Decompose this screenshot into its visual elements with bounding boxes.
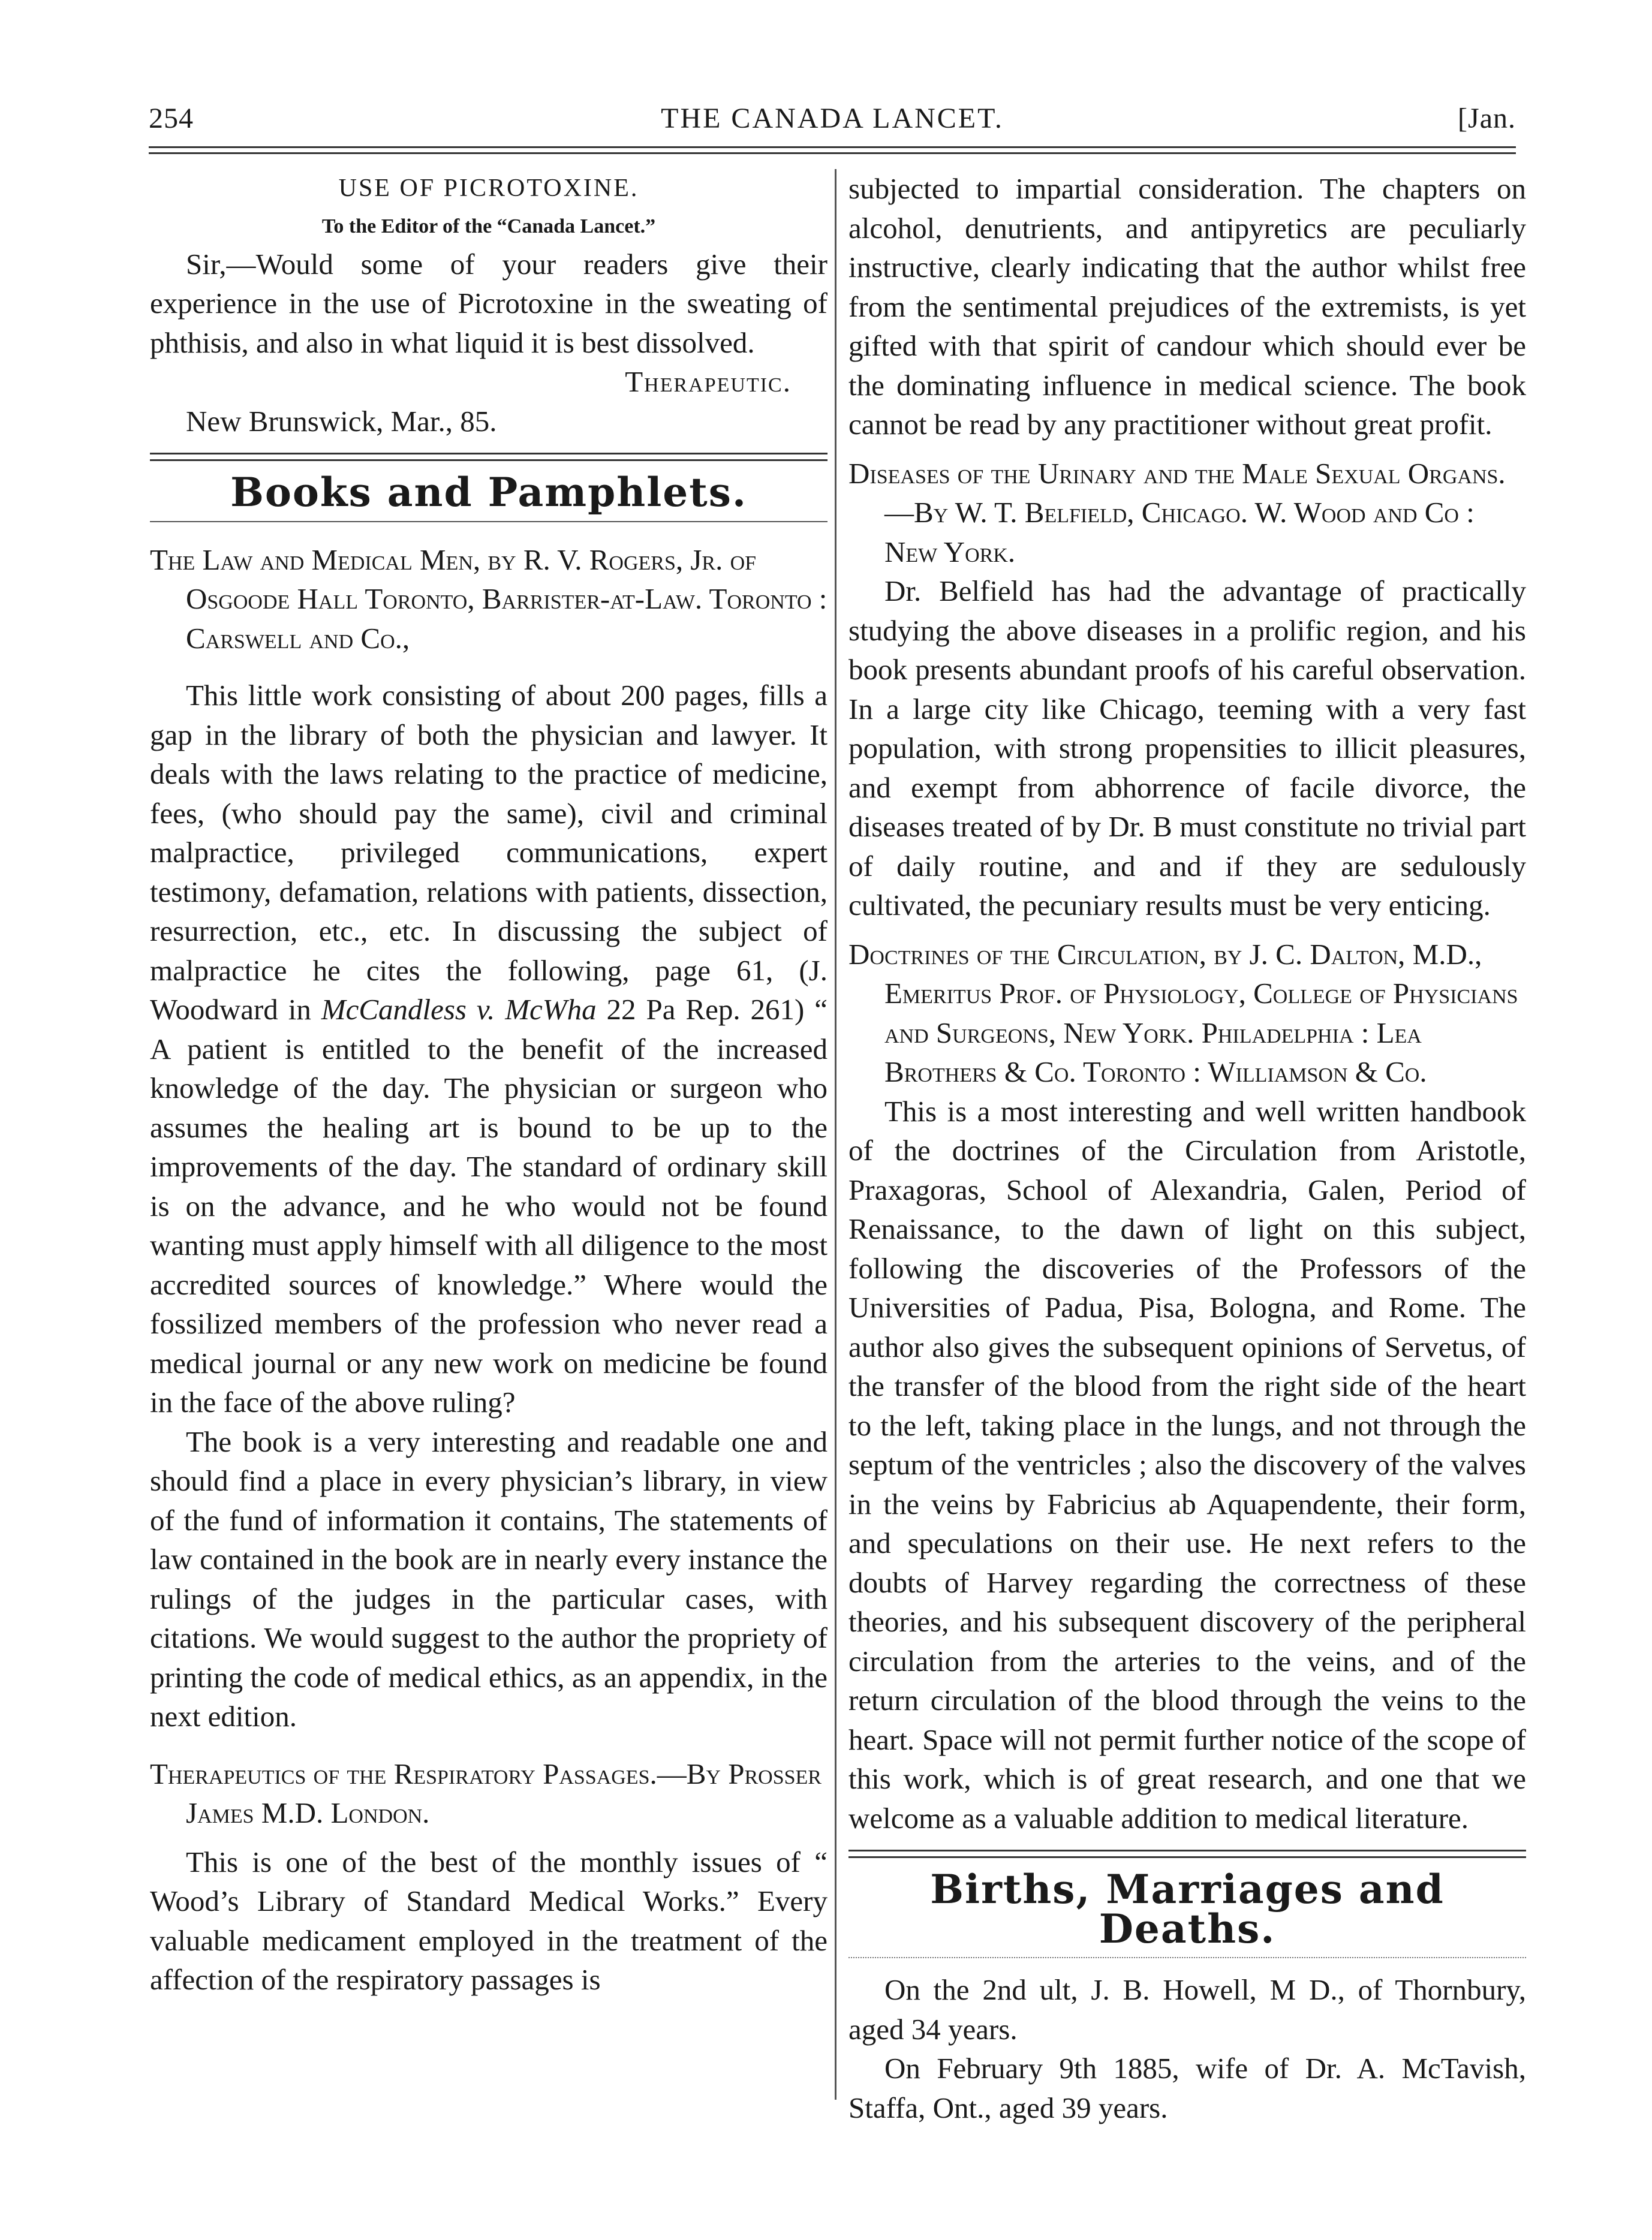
issue-month: [Jan.	[1458, 103, 1516, 134]
journal-title: THE CANADA LANCET.	[661, 103, 1004, 134]
review-paragraph: The book is a very interesting and readable one and should find a place in every physician’s library, in view of the fund of information it contains, The statements of law contained in the book are in nearly every instance the rulings of the judges in the particular cases, with citations. We would suggest to the author the propriety of printing the code of medical ethics, as an appendix, in the next edition.	[150, 1425, 827, 1733]
letter-signature: Therapeutic.	[625, 365, 792, 398]
header-rule-bottom	[149, 152, 1516, 154]
review-citation-law: The Law and Medical Men, by R. V. Rogers, Jr. of Osgoode Hall Toronto, Barrister-at-Law. Toronto : Carswell and Co.,	[150, 543, 827, 655]
header-rule-top	[149, 146, 1516, 148]
review-paragraph: Dr. Belfield has had the advantage of practically studying the above diseases in a prolific region, and his book presents abundant proofs of his careful observation. In a large city like Chicago, teeming with a very fast population, with strong propensities to illicit pleasures, and exempt from abhorrence of facile divorce, the diseases treated of by Dr. B must constitute no trivial part of daily routine, and and if they are sedulously cultivated, the pecuniary results must be very enticing.	[848, 574, 1526, 922]
review-paragraph: This is one of the best of the monthly issues of “ Wood’s Library of Standard Medical Works.” Every valuable medicament employed in the treatment of the affection of the respiratory passages is	[150, 1845, 827, 1996]
review-paragraph-continued: subjected to impartial consideration. The chapters on alcohol, denutrients, and antipyretics are peculiarly instructive, clearly indicating that the author whilst free from the sentimental prejudices of the extremists, is yet gifted with that spirit of candour which should ever be the dominating influence in medical science. The book cannot be read by any practitioner without great profit.	[848, 172, 1526, 441]
running-header	[149, 102, 1516, 144]
column-divider	[835, 169, 836, 2100]
letter-heading: USE OF PICROTOXINE.	[338, 174, 639, 202]
section-title-underline	[848, 1957, 1526, 1958]
review-citation-respiratory: Therapeutics of the Respiratory Passages.—By Prosser James M.D. London.	[150, 1757, 822, 1829]
review-citation-circulation: Doctrines of the Circulation, by J. C. Dalton, M.D., Emeritus Prof. of Physiology, College of Physicians and Surgeons, New York. Philadelphia : Lea Brothers & Co. Toronto : Williamson & Co.	[848, 937, 1518, 1088]
letter-body: Sir,—Would some of your readers give their experience in the use of Picrotoxine in the sweating of phthisis, and also in what liquid it is best dissolved.	[150, 247, 827, 359]
section-title-births: Births, Marriages and Deaths.	[930, 1866, 1445, 1952]
death-notice: On the 2nd ult, J. B. Howell, M D., of Thornbury, aged 34 years.	[848, 1973, 1526, 2046]
review-citation-urinary: Diseases of the Urinary and the Male Sexual Organs.—By W. T. Belfield, Chicago. W. Wood and Co : New York.	[848, 456, 1506, 568]
death-notice: On February 9th 1885, wife of Dr. A. McTavish, Staffa, Ont., aged 39 years.	[848, 2052, 1526, 2124]
section-rule	[848, 1850, 1526, 1858]
review-paragraph: This little work consisting of about 200 pages, fills a gap in the library of both the physician and lawyer. It deals with the laws relating to the practice of medicine, fees, (who should pay the same), civil and criminal malpractice, privileged communications, expert testimony, defamation, relations with patients, dissection, resurrection, etc., etc. In discussing the subject of malpractice he cites the following, page 61, (J. Woodward in McCandless v. McWha 22 Pa Rep. 261) “ A patient is entitled to the benefit of the increased knowledge of the day. The physician or surgeon who assumes the healing art is bound to be up to the improvements of the day. The standard of ordinary skill is on the advance, and he who would not be found wanting must apply himself with all diligence to the most accredited sources of knowledge.” Where would the fossilized members of the profession who never read a medical journal or any new work on medicine be found in the face of the above ruling?	[150, 679, 828, 1419]
left-column	[150, 169, 827, 2000]
section-rule	[150, 453, 827, 461]
page-number: 254	[149, 103, 194, 134]
letter-place: New Brunswick, Mar., 85.	[186, 404, 497, 438]
section-title-underline	[150, 521, 827, 522]
review-paragraph: This is a most interesting and well written handbook of the doctrines of the Circulation from Aristotle, Praxagoras, School of Alexandria, Galen, Period of Renaissance, to the dawn of light on this subject, following the discoveries of the Professors of the Universities of Padua, Pisa, Bologna, and Rome. The author also gives the subsequent opinions of Servetus, of the transfer of the blood from the right side of the heart to the left, taking place in the lungs, and not through the septum of the ventricles ; also the discovery of the valves in the veins by Fabricius ab Aquapendente, their form, and speculations on their use. He next refers to the doubts of Harvey regarding the correctness of these theories, and his subsequent discovery of the peripheral circulation from the arteries to the veins, and of the return circulation of the blood through the veins to the heart. Space will not permit further notice of the scope of this work, which is of great research, and one that we welcome as a valuable addition to medical literature.	[848, 1094, 1526, 1835]
case-name: McCandless v. McWha	[321, 993, 597, 1026]
letter-subheading: To the Editor of the “Canada Lancet.”	[321, 215, 656, 237]
section-title-books: Books and Pamphlets.	[230, 469, 747, 516]
right-column	[848, 169, 1526, 2127]
